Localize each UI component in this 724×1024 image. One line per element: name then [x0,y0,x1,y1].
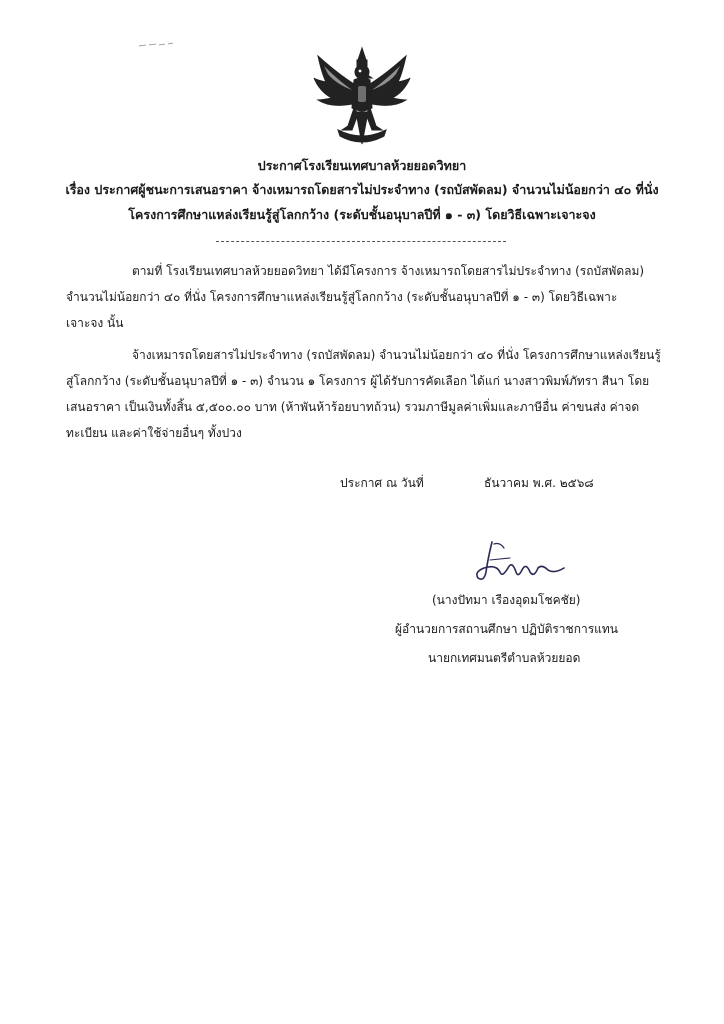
announce-date-value: ธันวาคม พ.ศ. ๒๕๖๘ [484,476,594,490]
announce-date-label: ประกาศ ณ วันที่ [340,476,424,490]
paragraph-2-line-3: เสนอราคา เป็นเงินทั้งสิ้น ๕,๕๐๐.๐๐ บาท (ห้าพันห้าร้อยบาทถ้วน) รวมภาษีมูลค่าเพิ่มและภาษีอื่น ค่าขนส่ง ค่าจด [66,400,640,414]
announcement-subject-line-2: โครงการศึกษาแหล่งเรียนรู้สู่โลกกว้าง (ระดับชั้นอนุบาลปีที่ ๑ - ๓) โดยวิธีเฉพาะเจาะจง [128,207,596,222]
signatory-position-1: ผู้อำนวยการสถานศึกษา ปฏิบัติราชการแทน [395,622,618,636]
paragraph-1-line-1: ตามที่ โรงเรียนเทศบาลห้วยยอดวิทยา ได้มีโครงการ จ้างเหมารถโดยสารไม่ประจำทาง (รถบัสพัดลม) [132,264,645,278]
paragraph-2-line-2: สู่โลกกว้าง (ระดับชั้นอนุบาลปีที่ ๑ - ๓) จำนวน ๑ โครงการ ผู้ได้รับการคัดเลือก ได้แก่ นางสาวพิมพ์ภัทรา สีนา โดย [66,374,650,388]
handwritten-signature [470,538,570,588]
announcement-org-title: ประกาศโรงเรียนเทศบาลห้วยยอดวิทยา [257,158,467,173]
signatory-name: (นางปัทมา เรืองอุดมโชคชัย) [432,593,581,607]
pencil-mark [138,42,174,48]
paragraph-1-line-3: เจาะจง นั้น [66,316,124,330]
paragraph-2-line-4: ทะเบียน และค่าใช้จ่ายอื่นๆ ทั้งปวง [66,426,242,440]
header-divider [216,241,506,242]
signatory-position-2: นายกเทศมนตรีตำบลห้วยยอด [428,651,581,665]
garuda-emblem-icon [308,44,416,152]
paragraph-2-line-1: จ้างเหมารถโดยสารไม่ประจำทาง (รถบัสพัดลม) จำนวนไม่น้อยกว่า ๔๐ ที่นั่ง โครงการศึกษาแหล่งเรียนรู้ [132,348,661,362]
paragraph-1-line-2: จำนวนไม่น้อยกว่า ๔๐ ที่นั่ง โครงการศึกษาแหล่งเรียนรู้สู่โลกกว้าง (ระดับชั้นอนุบาลปีที่ ๑ - ๓) โดยวิธีเฉพาะ [66,290,618,304]
announcement-subject-line-1: เรื่อง ประกาศผู้ชนะการเสนอราคา จ้างเหมารถโดยสารไม่ประจำทาง (รถบัสพัดลม) จำนวนไม่น้อยกว่า ๔๐ ที่นั่ง [65,182,659,197]
